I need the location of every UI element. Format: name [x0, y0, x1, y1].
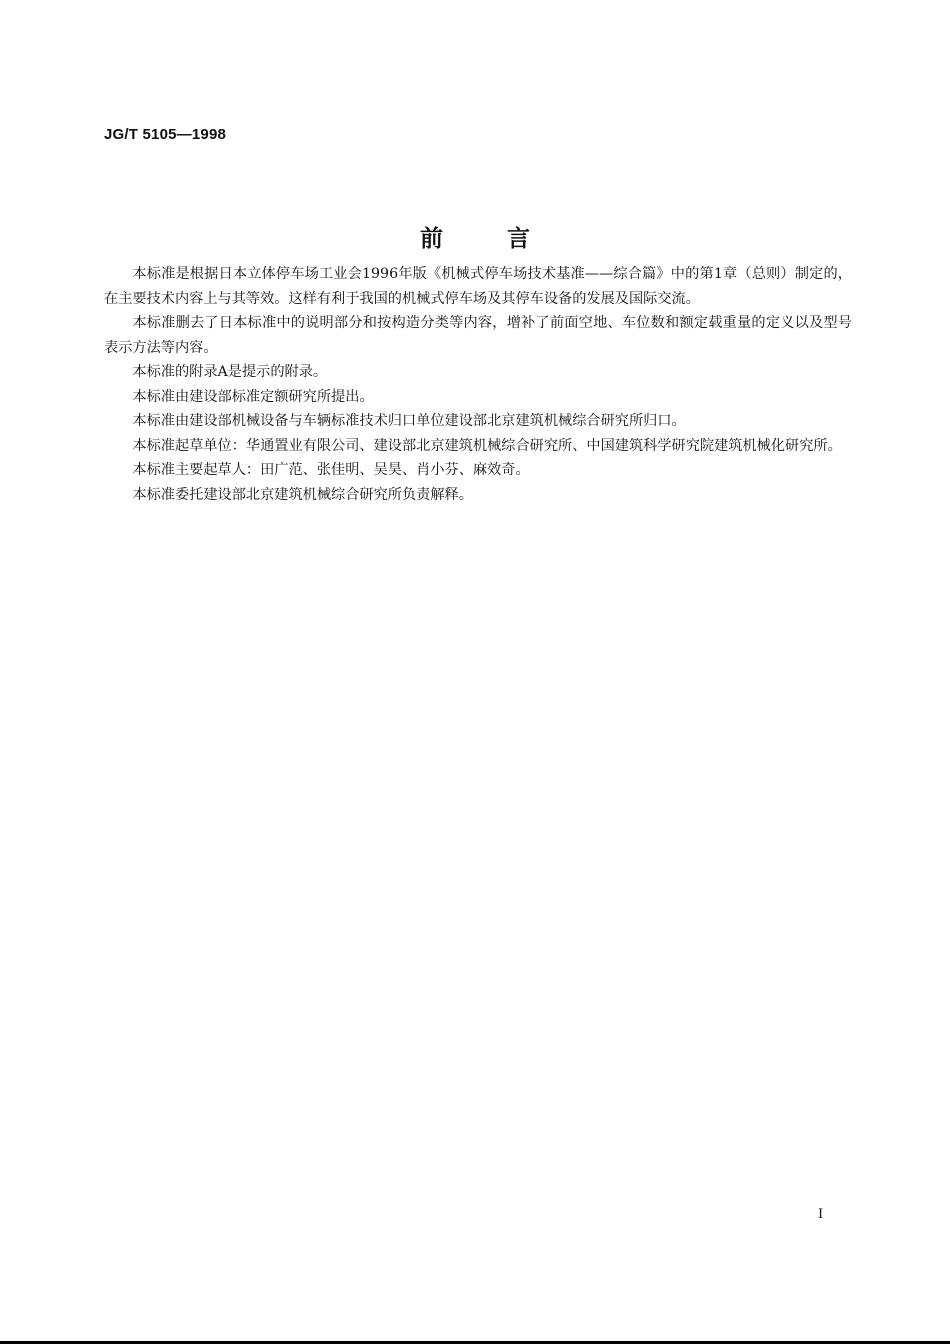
page-number: I	[818, 1207, 824, 1222]
paragraph-proposer: 本标准由建设部标准定额研究所提出。	[132, 388, 374, 405]
paragraph-basis: 本标准是根据日本立体停车场工业会1996年版《机械式停车场技术基准——综合篇》中的第1章（总则）制定的，在主要技术内容上与其等效。这样有利于我国的机械式停车场及其停车设备的发展及国际交流。	[104, 266, 852, 307]
standard-code: JG/T 5105—1998	[104, 126, 227, 143]
foreword-body	[104, 262, 852, 507]
paragraph-administrator: 本标准由建设部机械设备与车辆标准技术归口单位建设部北京建筑机械综合研究所归口。	[132, 413, 686, 429]
paragraph-appendix: 本标准的附录A是提示的附录。	[132, 364, 328, 380]
paragraph-interpretation: 本标准委托建设部北京建筑机械综合研究所负责解释。	[132, 486, 473, 503]
paragraph-changes: 本标准删去了日本标准中的说明部分和按构造分类等内容，增补了前面空地、车位数和额定载重量的定义以及型号表示方法等内容。	[104, 315, 852, 356]
paragraph-drafters: 本标准主要起草人：田广范、张佳明、吴昊、肖小芬、麻效奇。	[132, 462, 530, 478]
page-title: 前言	[420, 225, 594, 252]
paragraph-drafting-units: 本标准起草单位：华通置业有限公司、建设部北京建筑机械综合研究所、中国建筑科学研究院建筑机械化研究所。	[132, 437, 842, 454]
